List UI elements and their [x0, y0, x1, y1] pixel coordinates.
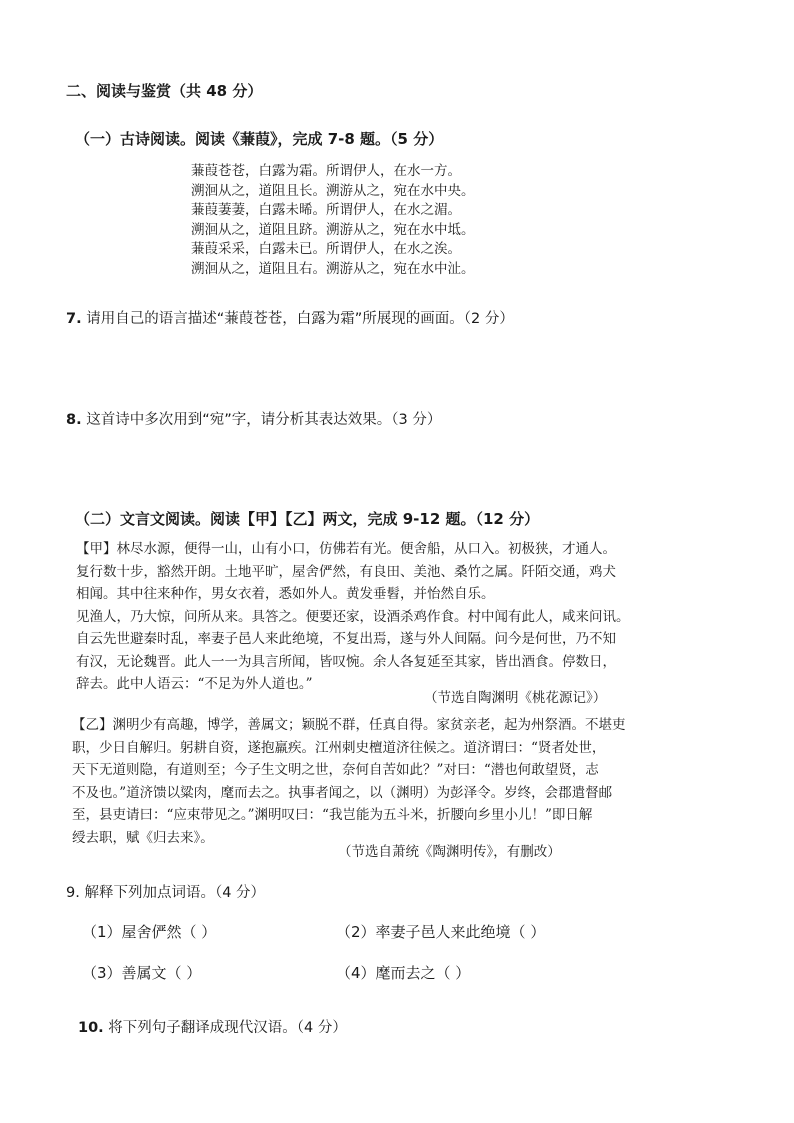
passage-line: 【乙】渊明少有高趣，博学，善属文；颖脱不群，任真自得。家贫亲老，起为州祭酒。不堪吏: [72, 717, 626, 733]
question-10-number: 10.: [78, 1020, 104, 1036]
passage-yi: [72, 714, 626, 849]
passage-line: 职，少日自解归。躬耕自资，遂抱羸疾。江州刺史檀道济往候之。道济谓曰：“贤者处世，: [72, 739, 606, 756]
question-7-text: 请用自己的语言描述“蒹葭苍苍，白露为霜”所展现的画面。（2 分）: [81, 311, 514, 327]
passage-line: 【甲】林尽水源，便得一山，山有小口，仿佛若有光。便舍船，从口入。初极狭，才通人。: [76, 541, 616, 557]
question-9-item-4: （4）麾而去之（ ）: [336, 964, 471, 982]
question-8-number: 8.: [66, 412, 82, 428]
passage-line: 至，县吏请曰：“应束带见之。”渊明叹曰：“我岂能为五斗米，折腰向乡里小儿！”即日解: [72, 807, 593, 823]
question-10-text: 将下列句子翻译成现代汉语。（4 分）: [103, 1020, 347, 1036]
poem-line: 溯洄从之，道阻且跻。溯游从之，宛在水中坻。: [191, 221, 475, 238]
question-9: 9. 解释下列加点词语。（4 分）: [66, 885, 266, 901]
passage-jia: [76, 538, 630, 696]
question-7-number: 7.: [66, 311, 82, 327]
question-10: [78, 1016, 347, 1037]
passage-line: 辞去。此中人语云：“不足为外人道也。”: [76, 676, 313, 692]
passage-line: 天下无道则隐，有道则至；今子生文明之世，奈何自苦如此？”对曰：“潜也何敢望贤，志: [72, 762, 599, 778]
poem-line: 蒹葭苍苍，白露为霜。所谓伊人，在水一方。: [191, 163, 461, 179]
passage-yi-source: （节选自萧统《陶渊明传》，有删改）: [338, 844, 561, 860]
question-9-item-1: （1）屋舍俨然（ ）: [82, 923, 217, 941]
passage-line: 绶去职，赋《归去来》。: [72, 829, 214, 846]
section-heading-reading: 二、阅读与鉴赏（共 48 分）: [66, 82, 263, 100]
passage-line: 相闻。其中往来种作，男女衣着，悉如外人。黄发垂髫，并怡然自乐。: [76, 586, 495, 602]
poem-line: 蒹葭采采，白露未已。所谓伊人，在水之涘。: [191, 241, 461, 258]
poem-line: 蒹葭萋萋，白露未晞。所谓伊人，在水之湄。: [191, 202, 461, 219]
passage-line: 见渔人，乃大惊，问所从来。具答之。便要还家，设酒杀鸡作食。村中闻有此人，咸来问讯。: [76, 608, 630, 625]
passage-line: 复行数十步，豁然开朗。土地平旷，屋舍俨然，有良田、美池、桑竹之属。阡陌交通，鸡犬: [76, 563, 616, 580]
poem-line: 溯洄从之，道阻且长。溯游从之，宛在水中央。: [191, 182, 475, 199]
passage-jia-source: （节选自陶渊明《桃花源记》）: [424, 690, 607, 706]
part2-heading: （二）文言文阅读。阅读【甲】【乙】两文，完成 9-12 题。（12 分）: [75, 510, 540, 528]
poem-line: 溯洄从之，道阻且右。溯游从之，宛在水中沚。: [191, 260, 475, 277]
question-8-text: 这首诗中多次用到“宛”字，请分析其表达效果。（3 分）: [81, 412, 442, 428]
question-9-item-3: （3）善属文（ ）: [82, 964, 202, 982]
passage-line: 不及也。”道济馈以粱肉，麾而去之。执事者闻之，以（渊明）为彭泽令。岁终，会郡遣督邮: [72, 784, 613, 801]
question-9-item-2: （2）率妻子邑人来此绝境（ ）: [336, 923, 546, 941]
question-8: [66, 408, 441, 429]
passage-line: 有汉，无论魏晋。此人一一为具言所闻，皆叹惋。余人各复延至其家，皆出酒食。停数日，: [76, 653, 616, 670]
passage-line: 自云先世避秦时乱，率妻子邑人来此绝境，不复出焉，遂与外人间隔。问今是何世，乃不知: [76, 631, 616, 647]
question-7: [66, 307, 514, 328]
poem-jianjia: [191, 162, 475, 280]
part1-heading: （一）古诗阅读。阅读《蒹葭》，完成 7-8 题。（5 分）: [75, 130, 444, 148]
